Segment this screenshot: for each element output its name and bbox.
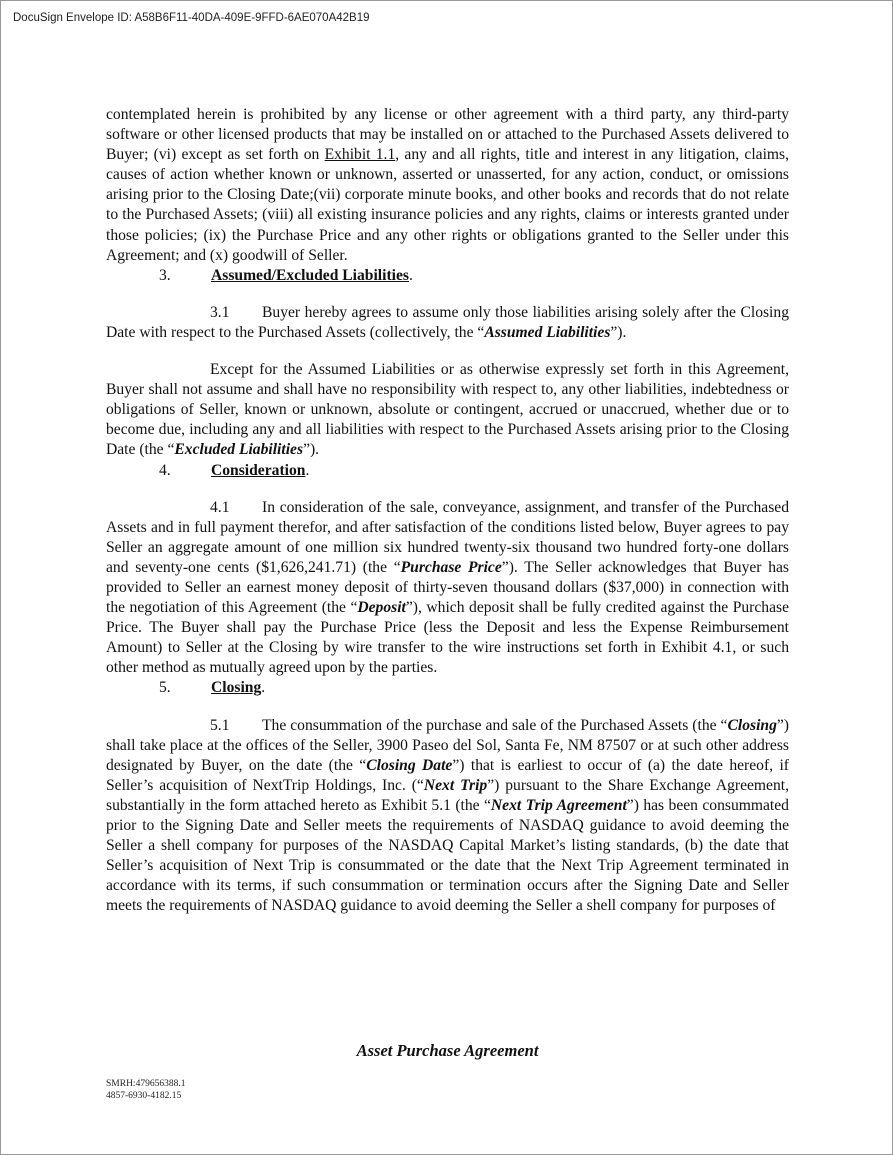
paragraph-excluded-assets: contemplated herein is prohibited by any license or other agreement with a third party, any third-party software or other licensed products that may be installed on or attached to the Purchased Assets delivered to Buyer; (vi) except as set forth on Exhibit 1.1, any and all rights, title and interest in any litigation, claims, causes of action whether known or unknown, asserted or unasserted, for any action, conduct, or omissions arising prior to the Closing Date;(vii) corporate minute books, and other books and records that do not relate to the Purchased Assets; (viii) all existing insurance policies and any rights, claims or interests granted under those policies; (ix) the Purchase Price and any other rights or obligations granted to the Seller under this Agreement; and (x) goodwill of Seller.	[106, 106, 790, 264]
section-5-heading: 5. Closing.	[159, 679, 266, 697]
document-body	[106, 105, 789, 916]
document-id-line-2: 4857-6930-4182.15	[106, 1091, 182, 1101]
paragraph-4-1: 4.1 In consideration of the sale, conveyance, assignment, and transfer of the Purchased Assets and in full payment therefor, and after satisfaction of the conditions listed below, Buyer agrees to pay Seller an aggregate amount of one million six hundred twenty-six thousand two hundred forty-one dollars and seventy-one cents ($1,626,241.71) (the “Purchase Price”). The Seller acknowledges that Buyer has provided to Seller an earnest money deposit of thirty-seven thousand dollars ($37,000) in connection with the negotiation of this Agreement (the “Deposit”), which deposit shall be fully credited against the Purchase Price. The Buyer shall pay the Purchase Price (less the Deposit and less the Expense Reimbursement Amount) to Seller at the Closing by wire transfer to the wire instructions set forth in Exhibit 4.1, or such other method as mutually agreed upon by the parties.	[106, 498, 789, 677]
footer-title: Asset Purchase Agreement	[356, 1041, 539, 1060]
document-id-line-1: SMRH:479656388.1	[106, 1079, 186, 1089]
envelope-id: DocuSign Envelope ID: A58B6F11-40DA-409E-9FFD-6AE070A42B19	[13, 12, 370, 24]
section-3-heading: 3. Assumed/Excluded Liabilities.	[159, 266, 413, 284]
exhibit-link[interactable]: Exhibit 1.1	[324, 146, 396, 164]
section-4-heading: 4. Consideration.	[159, 461, 310, 479]
paragraph-3-1: 3.1 Buyer hereby agrees to assume only those liabilities arising solely after the Closing Date with respect to the Purchased Assets (collectively, the “Assumed Liabilities”).	[106, 303, 789, 341]
paragraph-excluded-liabilities: Except for the Assumed Liabilities or as otherwise expressly set forth in this Agreement, Buyer shall not assume and shall have no responsibility with respect to, any other liabilities, indebtedness or obligations of Seller, known or unknown, absolute or contingent, accrued or unaccrued, whether due or to become due, including any and all liabilities with respect to the Purchased Assets arising prior to the Closing Date (the “Excluded Liabilities”).	[106, 361, 789, 459]
paragraph-5-1: 5.1 The consummation of the purchase and sale of the Purchased Assets (the “Closing”) shall take place at the offices of the Seller, 3900 Paseo del Sol, Santa Fe, NM 87507 or at such other address designated by Buyer, on the date (the “Closing Date”) that is earliest to occur of (a) the date hereof, if Seller’s acquisition of NextTrip Holdings, Inc. (“Next Trip”) pursuant to the Share Exchange Agreement, substantially in the form attached hereto as Exhibit 5.1 (the “Next Trip Agreement”) has been consummated prior to the Signing Date and Seller meets the requirements of NASDAQ guidance to avoid deeming the Seller a shell company for purposes of the NASDAQ Capital Market’s listing standards, (b) the date that Seller’s acquisition of Next Trip is consummated or the date that the Next Trip Agreement terminated in accordance with its terms, if such consummation or termination occurs after the Signing Date and Seller meets the requirements of NASDAQ guidance to avoid deeming the Seller a shell company for purposes of	[106, 716, 789, 915]
document-id	[106, 1078, 185, 1102]
